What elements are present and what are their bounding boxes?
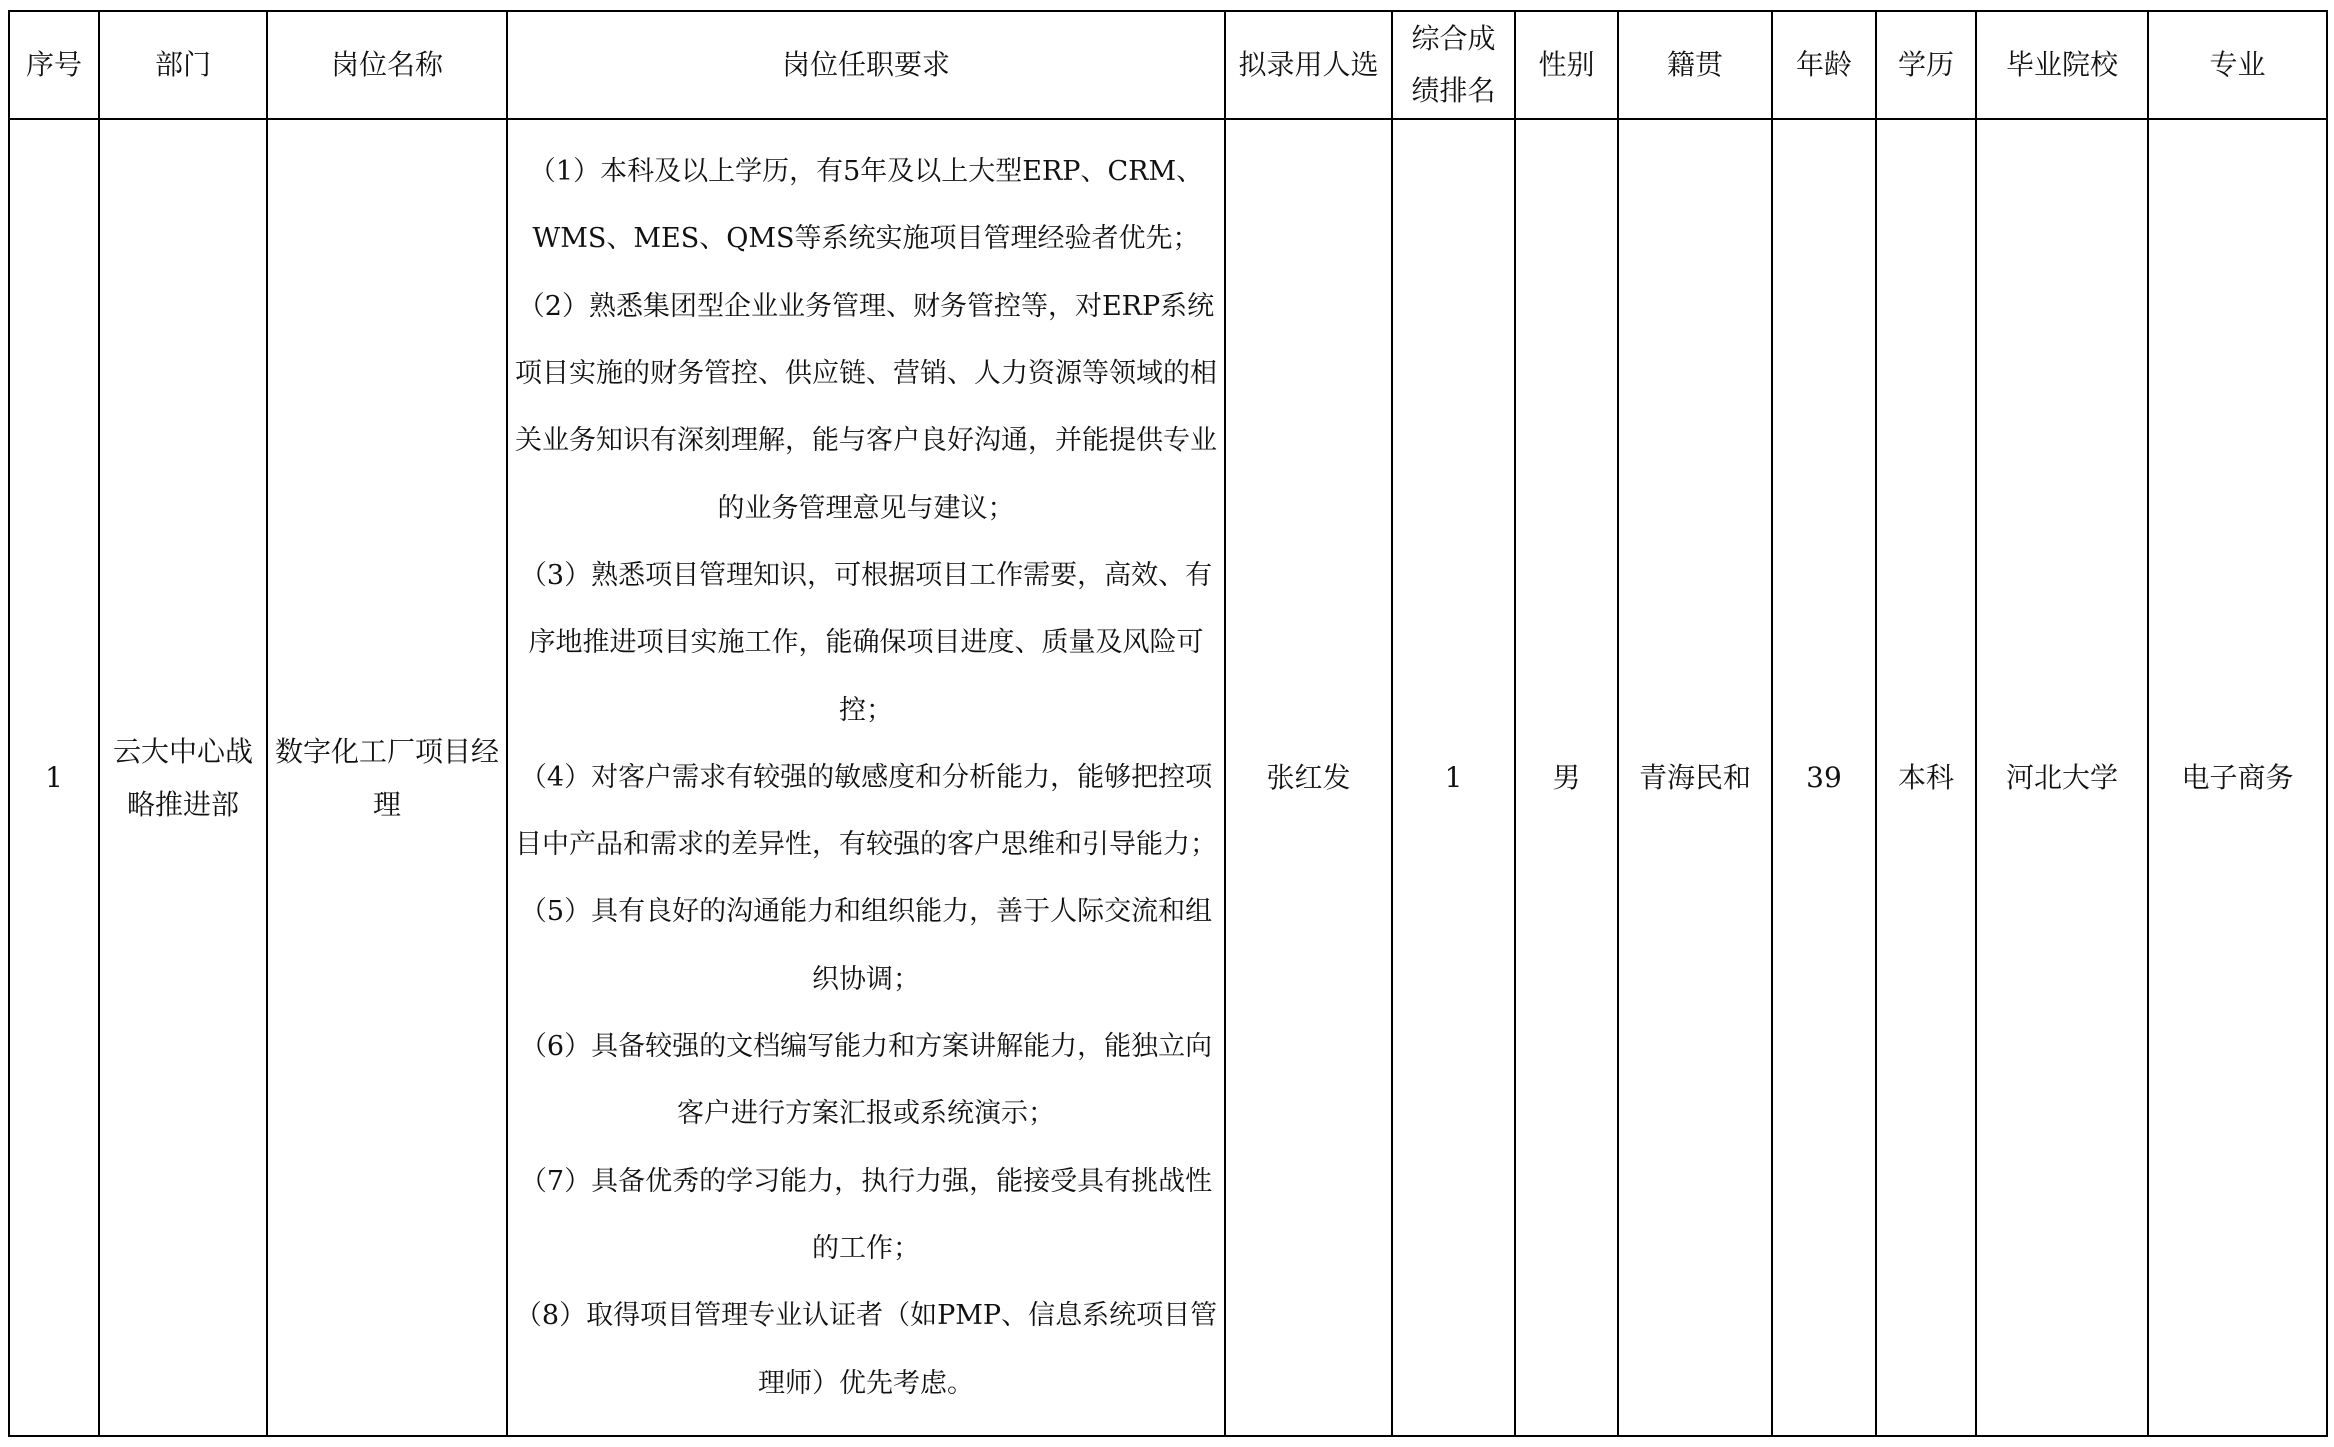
- requirement-item-6: （6）具备较强的文档编写能力和方案讲解能力，能独立向客户进行方案汇报或系统演示；: [519, 1031, 1213, 1130]
- cell-age: 39: [1772, 119, 1876, 1436]
- header-rank: 综合成绩排名: [1392, 11, 1515, 119]
- header-gender: 性别: [1515, 11, 1618, 119]
- cell-index: 1: [9, 119, 99, 1436]
- header-major: 专业: [2148, 11, 2327, 119]
- requirement-item-8: （8）取得项目管理专业认证者（如PMP、信息系统项目管理师）优先考虑。: [514, 1300, 1218, 1399]
- requirement-item-4: （4）对客户需求有较强的敏感度和分析能力，能够把控项目中产品和需求的差异性，有较强的客户思维和引导能力；: [515, 761, 1217, 861]
- table-row: [9, 119, 2327, 1436]
- header-index: 序号: [9, 11, 99, 119]
- cell-position: 数字化工厂项目经理: [267, 119, 507, 1436]
- cell-dept: 云大中心战略推进部: [99, 119, 267, 1436]
- requirement-item-7: （7）具备优秀的学习能力，执行力强，能接受具有挑战性的工作；: [519, 1165, 1213, 1264]
- requirement-item-2: （2）熟悉集团型企业业务管理、财务管控等，对ERP系统项目实施的财务管控、供应链、营销、人力资源等领域的相关业务知识有深刻理解，能与客户良好沟通，并能提供专业的业务管理意见与建议；: [515, 290, 1217, 524]
- header-education: 学历: [1876, 11, 1976, 119]
- candidate-table: [8, 10, 2328, 1437]
- cell-gender: 男: [1515, 119, 1618, 1436]
- requirement-item-1: （1）本科及以上学历，有5年及以上大型ERP、CRM、WMS、MES、QMS等系统实施项目管理经验者优先；: [528, 156, 1204, 255]
- cell-origin: 青海民和: [1618, 119, 1772, 1436]
- header-age: 年龄: [1772, 11, 1876, 119]
- header-row: [9, 11, 2327, 119]
- header-position: 岗位名称: [267, 11, 507, 119]
- header-requirements: 岗位任职要求: [507, 11, 1225, 119]
- cell-major: 电子商务: [2148, 119, 2327, 1436]
- header-dept: 部门: [99, 11, 267, 119]
- cell-requirements: [507, 119, 1225, 1436]
- cell-candidate: 张红发: [1225, 119, 1392, 1436]
- header-origin: 籍贯: [1618, 11, 1772, 119]
- requirement-item-5: （5）具有良好的沟通能力和组织能力，善于人际交流和组织协调；: [519, 896, 1213, 995]
- cell-education: 本科: [1876, 119, 1976, 1436]
- cell-school: 河北大学: [1976, 119, 2148, 1436]
- requirement-item-3: （3）熟悉项目管理知识，可根据项目工作需要，高效、有序地推进项目实施工作，能确保项目进度、质量及风险可控；: [519, 559, 1213, 726]
- header-school: 毕业院校: [1976, 11, 2148, 119]
- header-candidate: 拟录用人选: [1225, 11, 1392, 119]
- cell-rank: 1: [1392, 119, 1515, 1436]
